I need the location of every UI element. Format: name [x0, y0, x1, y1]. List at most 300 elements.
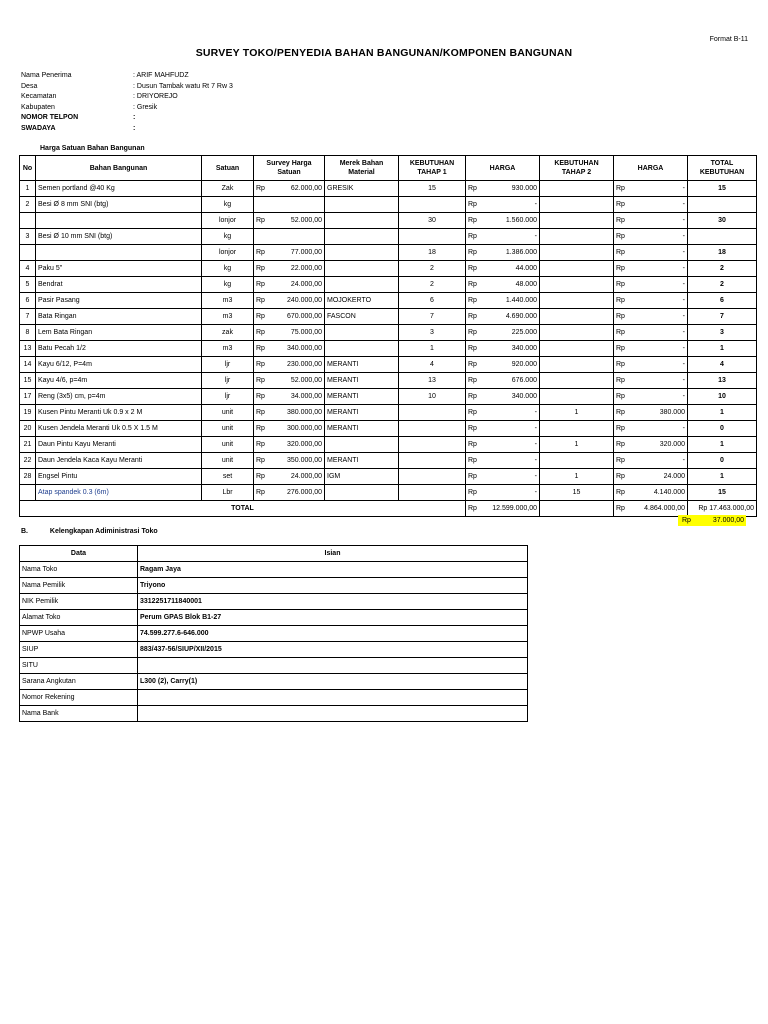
cell-satuan: zak — [202, 325, 254, 341]
cell-h2: - — [630, 293, 688, 309]
cell-merek: MERANTI — [325, 421, 399, 437]
header-keb2: KEBUTUHAN TAHAP 2 — [540, 156, 614, 181]
cell-bahan: Paku 5" — [36, 261, 202, 277]
cell-rp1: Rp — [466, 453, 482, 469]
cell-rp: Rp — [254, 277, 270, 293]
cell-satuan: lonjor — [202, 213, 254, 229]
info-row — [21, 82, 233, 93]
cell-keb2 — [540, 277, 614, 293]
cell-harga: 24.000,00 — [270, 469, 325, 485]
admin-value: 74.599.277.6-646.000 — [138, 626, 528, 642]
info-label: Kecamatan — [21, 93, 57, 100]
table-row — [20, 341, 757, 357]
cell-no: 15 — [20, 373, 36, 389]
cell-merek — [325, 485, 399, 501]
cell-h2: - — [630, 389, 688, 405]
cell-harga: 52.000,00 — [270, 373, 325, 389]
cell-no — [20, 485, 36, 501]
cell-bahan: Reng (3x5) cm, p=4m — [36, 389, 202, 405]
cell-rp2: Rp — [614, 421, 630, 437]
cell-rp1: Rp — [466, 261, 482, 277]
cell-satuan: set — [202, 469, 254, 485]
cell-satuan: kg — [202, 277, 254, 293]
cell-h2: - — [630, 245, 688, 261]
cell-keb1: 1 — [399, 341, 466, 357]
cell-rp2: Rp — [614, 181, 630, 197]
cell-rp2: Rp — [614, 485, 630, 501]
cell-merek — [325, 197, 399, 213]
title-sep-2: / — [439, 47, 443, 59]
section-b-heading — [21, 528, 158, 535]
cell-rp2: Rp — [614, 325, 630, 341]
cell-h2: - — [630, 341, 688, 357]
cell-bahan: Batu Pecah 1/2 — [36, 341, 202, 357]
cell-rp: Rp — [254, 213, 270, 229]
cell-merek: MERANTI — [325, 357, 399, 373]
cell-merek: FASCON — [325, 309, 399, 325]
cell-total: 0 — [688, 453, 757, 469]
header-harga2: HARGA — [614, 156, 688, 181]
cell-no: 28 — [20, 469, 36, 485]
cell-rp2: Rp — [614, 357, 630, 373]
cell-rp: Rp — [254, 341, 270, 357]
cell-total — [688, 229, 757, 245]
cell-rp: Rp — [254, 357, 270, 373]
cell-keb2 — [540, 309, 614, 325]
cell-h1: - — [482, 421, 540, 437]
cell-merek: MERANTI — [325, 405, 399, 421]
cell-merek: MERANTI — [325, 389, 399, 405]
admin-value: Ragam Jaya — [138, 562, 528, 578]
table-row — [20, 293, 757, 309]
cell-harga — [270, 197, 325, 213]
admin-label: Sarana Angkutan — [20, 674, 138, 690]
title-part-2: PENYEDIA BAHAN BANGUNAN — [276, 47, 440, 59]
total-harga1: 12.599.000,00 — [482, 501, 540, 517]
cell-h2: - — [630, 453, 688, 469]
info-row — [21, 113, 233, 124]
cell-merek — [325, 341, 399, 357]
header-no: No — [20, 156, 36, 181]
cell-rp1: Rp — [466, 309, 482, 325]
cell-keb2 — [540, 261, 614, 277]
cell-rp: Rp — [254, 293, 270, 309]
cell-bahan: Engsel Pintu — [36, 469, 202, 485]
cell-rp2: Rp — [614, 245, 630, 261]
cell-rp2: Rp — [614, 389, 630, 405]
admin-label: Alamat Toko — [20, 610, 138, 626]
cell-h1: 920.000 — [482, 357, 540, 373]
admin-label: Nama Toko — [20, 562, 138, 578]
cell-total: 2 — [688, 277, 757, 293]
cell-rp: Rp — [254, 389, 270, 405]
cell-satuan: unit — [202, 405, 254, 421]
cell-rp2: Rp — [614, 469, 630, 485]
cell-rp1: Rp — [466, 421, 482, 437]
cell-rp: Rp — [254, 309, 270, 325]
cell-merek — [325, 213, 399, 229]
table-row — [20, 357, 757, 373]
admin-row — [20, 578, 528, 594]
cell-h1: 1.440.000 — [482, 293, 540, 309]
cell-rp: Rp — [254, 245, 270, 261]
cell-bahan: Pasir Pasang — [36, 293, 202, 309]
cell-bahan: Daun Pintu Kayu Meranti — [36, 437, 202, 453]
admin-row — [20, 690, 528, 706]
cell-total: 13 — [688, 373, 757, 389]
cell-h1: 1.560.000 — [482, 213, 540, 229]
admin-value: Triyono — [138, 578, 528, 594]
info-label: Nama Penerima — [21, 72, 72, 79]
cell-satuan: m3 — [202, 293, 254, 309]
cell-bahan — [36, 213, 202, 229]
cell-rp: Rp — [254, 405, 270, 421]
cell-bahan: Semen portland @40 Kg — [36, 181, 202, 197]
header-survey: Survey Harga Satuan — [254, 156, 325, 181]
cell-satuan: m3 — [202, 309, 254, 325]
cell-no: 1 — [20, 181, 36, 197]
table-row — [20, 469, 757, 485]
title-sep-1: / — [273, 47, 277, 59]
admin-value: L300 (2), Carry(1) — [138, 674, 528, 690]
cell-rp: Rp — [254, 453, 270, 469]
admin-table — [19, 545, 528, 722]
header-satuan: Satuan — [202, 156, 254, 181]
cell-harga: 62.000,00 — [270, 181, 325, 197]
cell-bahan: Besi Ø 8 mm SNI (btg) — [36, 197, 202, 213]
cell-keb1 — [399, 469, 466, 485]
cell-harga: 77.000,00 — [270, 245, 325, 261]
cell-no: 21 — [20, 437, 36, 453]
cell-rp2: Rp — [614, 453, 630, 469]
table-row — [20, 389, 757, 405]
highlight-cell — [678, 515, 746, 526]
cell-keb1: 15 — [399, 181, 466, 197]
cell-rp1: Rp — [466, 389, 482, 405]
cell-total: 18 — [688, 245, 757, 261]
cell-h2: - — [630, 421, 688, 437]
cell-keb1: 10 — [399, 389, 466, 405]
admin-value — [138, 706, 528, 722]
cell-merek: MERANTI — [325, 453, 399, 469]
admin-label: SITU — [20, 658, 138, 674]
cell-no: 17 — [20, 389, 36, 405]
cell-rp: Rp — [254, 181, 270, 197]
cell-keb2 — [540, 197, 614, 213]
cell-rp2: Rp — [614, 261, 630, 277]
cell-total: 2 — [688, 261, 757, 277]
cell-rp1: Rp — [466, 229, 482, 245]
cell-satuan: m3 — [202, 341, 254, 357]
cell-rp: Rp — [254, 485, 270, 501]
title-part-1: SURVEY TOKO — [195, 47, 274, 59]
info-row — [21, 124, 233, 135]
cell-total: 10 — [688, 389, 757, 405]
table-row — [20, 213, 757, 229]
info-value: : Dusun Tambak watu Rt 7 Rw 3 — [133, 82, 233, 90]
cell-rp1: Rp — [466, 293, 482, 309]
cell-keb2 — [540, 245, 614, 261]
cell-keb2 — [540, 213, 614, 229]
admin-row — [20, 610, 528, 626]
cell-keb1: 2 — [399, 277, 466, 293]
highlight-value: 37.000,00 — [712, 517, 744, 524]
cell-bahan: Bata Ringan — [36, 309, 202, 325]
title-part-3: KOMPONEN BANGUNAN — [442, 47, 573, 59]
cell-merek — [325, 261, 399, 277]
table-row — [20, 437, 757, 453]
cell-rp1: Rp — [466, 357, 482, 373]
cell-h2: 380.000 — [630, 405, 688, 421]
cell-merek — [325, 229, 399, 245]
header-total: TOTAL KEBUTUHAN — [688, 156, 757, 181]
cell-harga: 276.000,00 — [270, 485, 325, 501]
cell-total: 30 — [688, 213, 757, 229]
cell-no: 6 — [20, 293, 36, 309]
cell-bahan — [36, 245, 202, 261]
info-row — [21, 92, 233, 103]
cell-keb2 — [540, 373, 614, 389]
cell-h1: 48.000 — [482, 277, 540, 293]
cell-no: 14 — [20, 357, 36, 373]
section-b-number: B. — [21, 528, 28, 535]
cell-no: 3 — [20, 229, 36, 245]
header-keb1: KEBUTUHAN TAHAP 1 — [399, 156, 466, 181]
admin-row — [20, 562, 528, 578]
cell-rp1: Rp — [466, 469, 482, 485]
total-label: TOTAL — [20, 501, 466, 517]
admin-value: Perum GPAS Blok B1-27 — [138, 610, 528, 626]
cell-no: 7 — [20, 309, 36, 325]
cell-satuan: ljr — [202, 389, 254, 405]
cell-total — [688, 197, 757, 213]
info-label: NOMOR TELPON — [21, 114, 79, 121]
cell-no: 19 — [20, 405, 36, 421]
cell-h1: - — [482, 469, 540, 485]
cell-h1: 4.690.000 — [482, 309, 540, 325]
header-bahan: Bahan Bangunan — [36, 156, 202, 181]
cell-h1: 930.000 — [482, 181, 540, 197]
cell-keb2: 1 — [540, 405, 614, 421]
highlight-rp: Rp — [682, 517, 691, 524]
info-label: Desa — [21, 82, 38, 90]
cell-keb1 — [399, 485, 466, 501]
admin-label: NIK Pemilik — [20, 594, 138, 610]
cell-h2: - — [630, 325, 688, 341]
admin-table-header — [20, 546, 528, 562]
info-row — [21, 103, 233, 114]
cell-total: 0 — [688, 421, 757, 437]
cell-keb2: 1 — [540, 437, 614, 453]
total-keb2 — [540, 501, 614, 517]
cell-rp1: Rp — [466, 373, 482, 389]
cell-rp2: Rp — [614, 213, 630, 229]
cell-rp2: Rp — [614, 437, 630, 453]
cell-keb2 — [540, 181, 614, 197]
cell-h2: - — [630, 229, 688, 245]
cell-rp2: Rp — [614, 277, 630, 293]
cell-harga — [270, 229, 325, 245]
cell-rp2: Rp — [614, 405, 630, 421]
cell-keb1: 2 — [399, 261, 466, 277]
cell-rp1: Rp — [466, 277, 482, 293]
admin-value — [138, 658, 528, 674]
material-table-header — [20, 156, 757, 181]
total-rp1: Rp — [466, 501, 482, 517]
header-merek: Merek Bahan Material — [325, 156, 399, 181]
cell-no: 13 — [20, 341, 36, 357]
cell-keb1: 7 — [399, 309, 466, 325]
cell-keb1 — [399, 437, 466, 453]
cell-h1: 340.000 — [482, 389, 540, 405]
cell-keb1: 30 — [399, 213, 466, 229]
cell-rp1: Rp — [466, 485, 482, 501]
cell-merek — [325, 325, 399, 341]
cell-rp — [254, 197, 270, 213]
cell-keb1: 13 — [399, 373, 466, 389]
cell-h2: 24.000 — [630, 469, 688, 485]
cell-no: 4 — [20, 261, 36, 277]
cell-bahan: Bendrat — [36, 277, 202, 293]
cell-rp1: Rp — [466, 405, 482, 421]
admin-row — [20, 594, 528, 610]
admin-header-data: Data — [20, 546, 138, 562]
table-row — [20, 181, 757, 197]
cell-rp1: Rp — [466, 197, 482, 213]
cell-h1: 1.386.000 — [482, 245, 540, 261]
cell-satuan: kg — [202, 197, 254, 213]
cell-h2: - — [630, 309, 688, 325]
admin-row — [20, 674, 528, 690]
cell-h1: 44.000 — [482, 261, 540, 277]
admin-row — [20, 706, 528, 722]
cell-satuan: lonjor — [202, 245, 254, 261]
cell-h2: 320.000 — [630, 437, 688, 453]
cell-merek — [325, 277, 399, 293]
admin-value: 3312251711840001 — [138, 594, 528, 610]
cell-merek — [325, 437, 399, 453]
admin-header-isian: Isian — [138, 546, 528, 562]
cell-satuan: unit — [202, 421, 254, 437]
cell-keb2 — [540, 357, 614, 373]
cell-h2: - — [630, 277, 688, 293]
cell-rp2: Rp — [614, 197, 630, 213]
table-row — [20, 229, 757, 245]
cell-keb1 — [399, 197, 466, 213]
cell-harga: 34.000,00 — [270, 389, 325, 405]
table-row — [20, 261, 757, 277]
cell-rp1: Rp — [466, 325, 482, 341]
cell-rp1: Rp — [466, 213, 482, 229]
cell-h2: - — [630, 373, 688, 389]
cell-h1: 225.000 — [482, 325, 540, 341]
cell-satuan: unit — [202, 453, 254, 469]
cell-satuan: ljr — [202, 357, 254, 373]
cell-h1: 340.000 — [482, 341, 540, 357]
cell-bahan: Kusen Jendela Meranti Uk 0.5 X 1.5 M — [36, 421, 202, 437]
cell-h1: - — [482, 197, 540, 213]
cell-h1: 676.000 — [482, 373, 540, 389]
cell-harga: 320.000,00 — [270, 437, 325, 453]
material-table — [19, 155, 757, 517]
cell-keb2 — [540, 325, 614, 341]
admin-value: 883/437-56/SIUP/XII/2015 — [138, 642, 528, 658]
cell-total: 1 — [688, 437, 757, 453]
cell-satuan: ljr — [202, 373, 254, 389]
cell-h2: - — [630, 261, 688, 277]
admin-label: NPWP Usaha — [20, 626, 138, 642]
cell-total: 6 — [688, 293, 757, 309]
cell-rp1: Rp — [466, 341, 482, 357]
cell-harga: 340.000,00 — [270, 341, 325, 357]
cell-total: 1 — [688, 405, 757, 421]
admin-label: SIUP — [20, 642, 138, 658]
cell-keb1 — [399, 421, 466, 437]
cell-total: 3 — [688, 325, 757, 341]
cell-satuan: kg — [202, 261, 254, 277]
cell-h2: 4.140.000 — [630, 485, 688, 501]
header-harga1: HARGA — [466, 156, 540, 181]
format-label: Format B-11 — [709, 36, 748, 43]
total-row — [20, 501, 757, 517]
cell-bahan: Kayu 4/6, p=4m — [36, 373, 202, 389]
cell-bahan: Kusen Pintu Meranti Uk 0.9 x 2 M — [36, 405, 202, 421]
cell-no: 22 — [20, 453, 36, 469]
cell-keb2 — [540, 341, 614, 357]
admin-label: Nama Pemilik — [20, 578, 138, 594]
cell-bahan: Daun Jendela Kaca Kayu Meranti — [36, 453, 202, 469]
cell-harga: 24.000,00 — [270, 277, 325, 293]
cell-keb2 — [540, 421, 614, 437]
cell-h2: - — [630, 181, 688, 197]
cell-total: 1 — [688, 341, 757, 357]
admin-label: Nomor Rekening — [20, 690, 138, 706]
cell-satuan: unit — [202, 437, 254, 453]
info-value: : Gresik — [133, 103, 158, 111]
cell-total: 15 — [688, 485, 757, 501]
cell-h1: - — [482, 485, 540, 501]
cell-rp1: Rp — [466, 437, 482, 453]
cell-rp: Rp — [254, 325, 270, 341]
cell-keb1: 4 — [399, 357, 466, 373]
cell-harga: 380.000,00 — [270, 405, 325, 421]
cell-h1: - — [482, 437, 540, 453]
cell-harga: 670.000,00 — [270, 309, 325, 325]
cell-total: 7 — [688, 309, 757, 325]
page-title — [0, 47, 768, 59]
cell-keb2 — [540, 453, 614, 469]
cell-merek — [325, 245, 399, 261]
cell-harga: 22.000,00 — [270, 261, 325, 277]
cell-merek: MERANTI — [325, 373, 399, 389]
info-value: : — [133, 114, 136, 121]
admin-row — [20, 658, 528, 674]
cell-rp1: Rp — [466, 245, 482, 261]
cell-h1: - — [482, 405, 540, 421]
cell-keb1: 18 — [399, 245, 466, 261]
cell-no: 5 — [20, 277, 36, 293]
cell-harga: 75.000,00 — [270, 325, 325, 341]
cell-satuan: Zak — [202, 181, 254, 197]
cell-bahan: Besi Ø 10 mm SNI (btg) — [36, 229, 202, 245]
cell-keb2 — [540, 229, 614, 245]
cell-rp — [254, 229, 270, 245]
table-row — [20, 277, 757, 293]
cell-rp: Rp — [254, 261, 270, 277]
total-rp2: Rp — [614, 501, 630, 517]
table-row — [20, 325, 757, 341]
cell-rp2: Rp — [614, 229, 630, 245]
